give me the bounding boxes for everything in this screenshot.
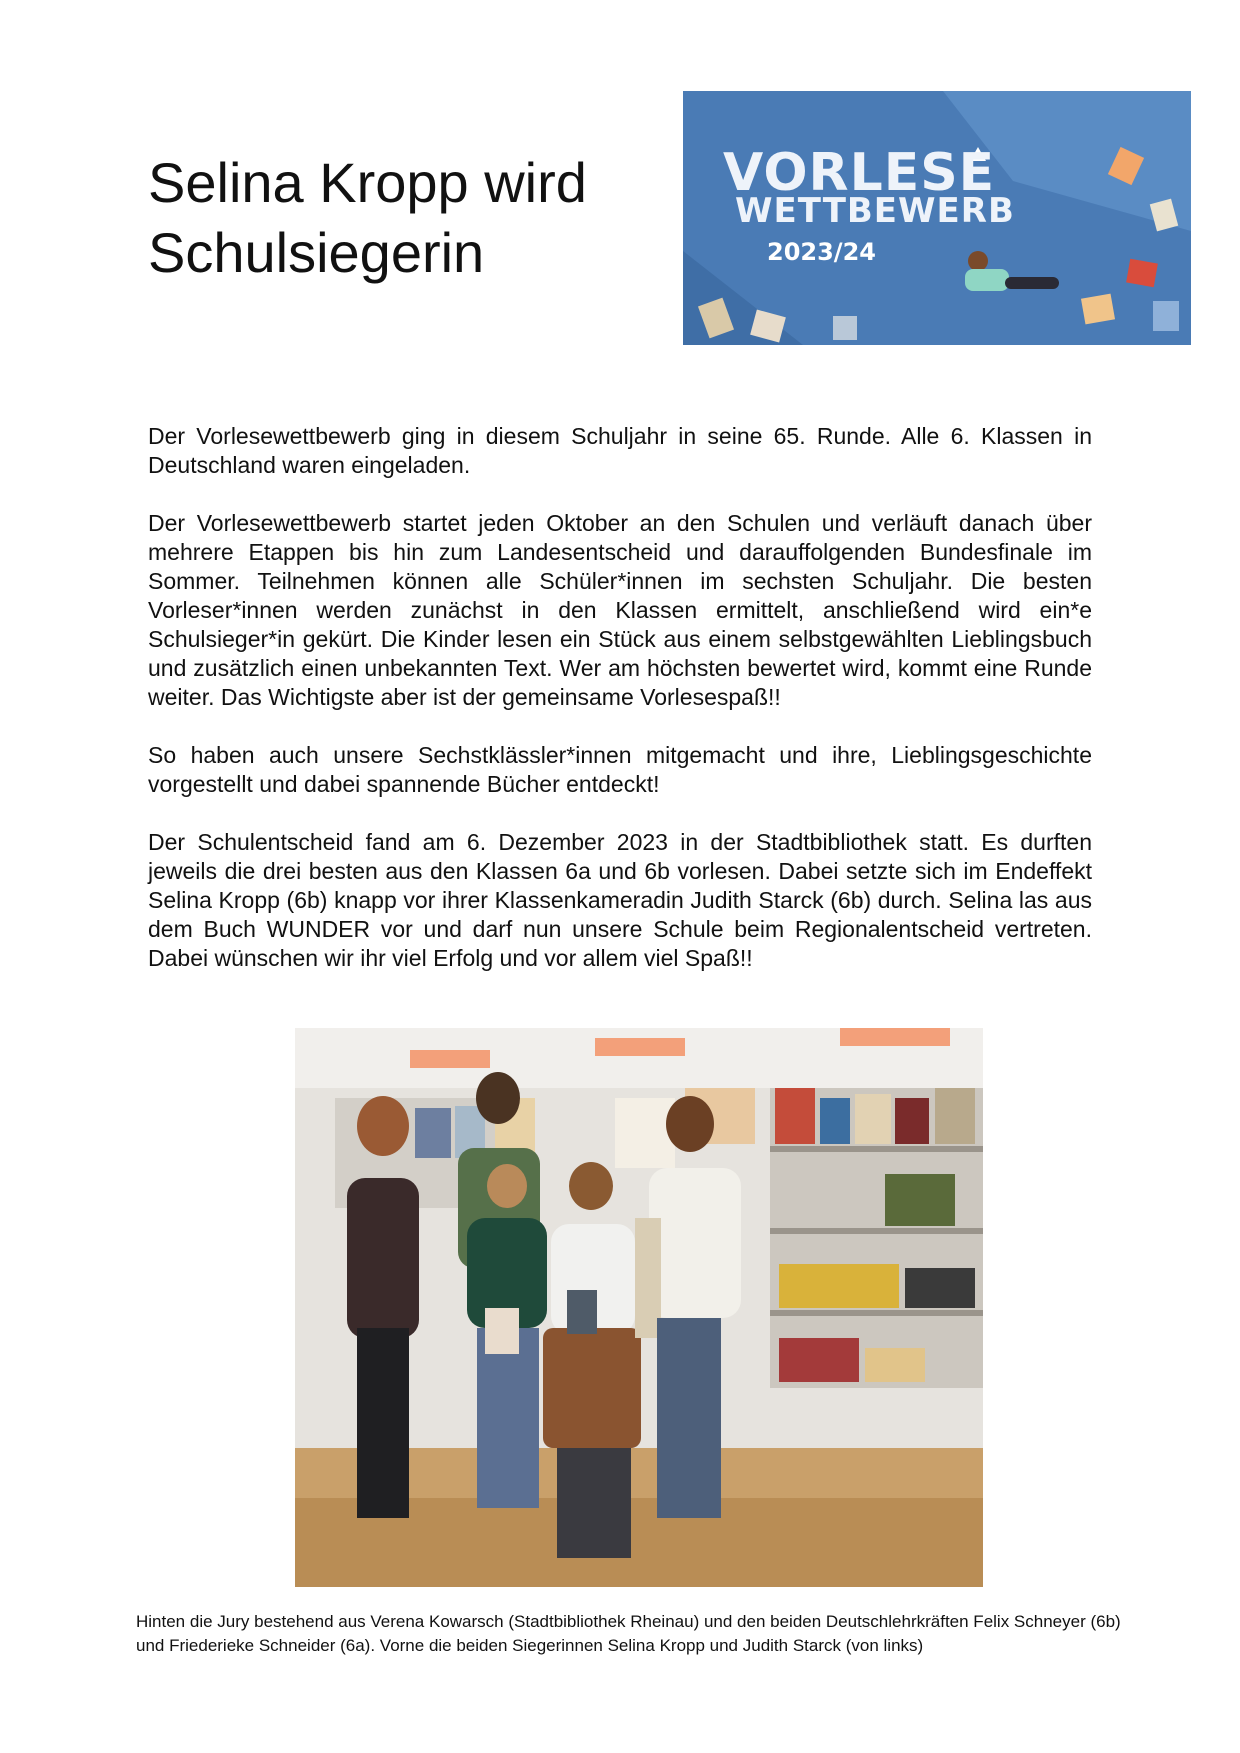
banner-subtitle: WETTBEWERB — [735, 191, 1015, 231]
paragraph-4: Der Schulentscheid fand am 6. Dezember 2023 in der Stadtbibliothek statt. Es durften jeweils die drei besten aus den Klassen 6a und 6b vorlesen. Dabei setzte sich im Endeffekt Selina Kropp (6b) knapp vor ihrer Klassenkameradin Judith Starck (6b) durch. Selina las aus dem Buch WUNDER vor und darf nun unsere Schule beim Regionalentscheid vertreten. Dabei wünschen wir ihr viel Erfolg und vor allem viel Spaß!! — [148, 829, 1092, 971]
paragraph-2: Der Vorlesewettbewerb startet jeden Oktober an den Schulen und verläuft danach über mehrere Etappen bis hin zum Landesentscheid und darauffolgenden Bundesfinale im Sommer. Teilnehmen können alle Schüler*innen im sechsten Schuljahr. Die besten Vorleser*innen werden zunächst in den Klassen ermittelt, anschließend wird ein*e Schulsieger*in gekürt. Die Kinder lesen ein Stück aus einem selbstgewählten Lieblingsbuch und zusätzlich einen unbekannten Text. Wer am höchsten bewertet wird, kommt eine Runde weiter. Das Wichtigste aber ist der gemeinsame Vorlesespaß!! — [148, 510, 1092, 710]
paragraph-3: So haben auch unsere Sechstklässler*innen mitgemacht und ihre, Lieblingsgeschichte vorgestellt und dabei spannende Bücher entdeckt! — [148, 742, 1092, 797]
photo-illustration — [295, 1028, 983, 1587]
article-body — [148, 422, 1092, 1002]
page-title — [148, 148, 668, 288]
vorlesewettbewerb-banner — [683, 91, 1191, 345]
title-line-1: Selina Kropp wird — [148, 151, 587, 214]
banner-title: VORLESE — [723, 143, 996, 203]
photo-caption: Hinten die Jury bestehend aus Verena Kowarsch (Stadtbibliothek Rheinau) und den beiden Deutschlehrkräften Felix Schneyer (6b) und Friederieke Schneider (6a). Vorne die beiden Siegerinnen Selina Kropp und Judith Starck (von links) — [136, 1612, 1121, 1655]
paragraph-1: Der Vorlesewettbewerb ging in diesem Schuljahr in seine 65. Runde. Alle 6. Klassen in Deutschland waren eingeladen. — [148, 423, 1092, 478]
title-line-2: Schulsiegerin — [148, 221, 485, 284]
banner-year: 2023/24 — [767, 238, 876, 266]
group-photo — [295, 1028, 983, 1587]
